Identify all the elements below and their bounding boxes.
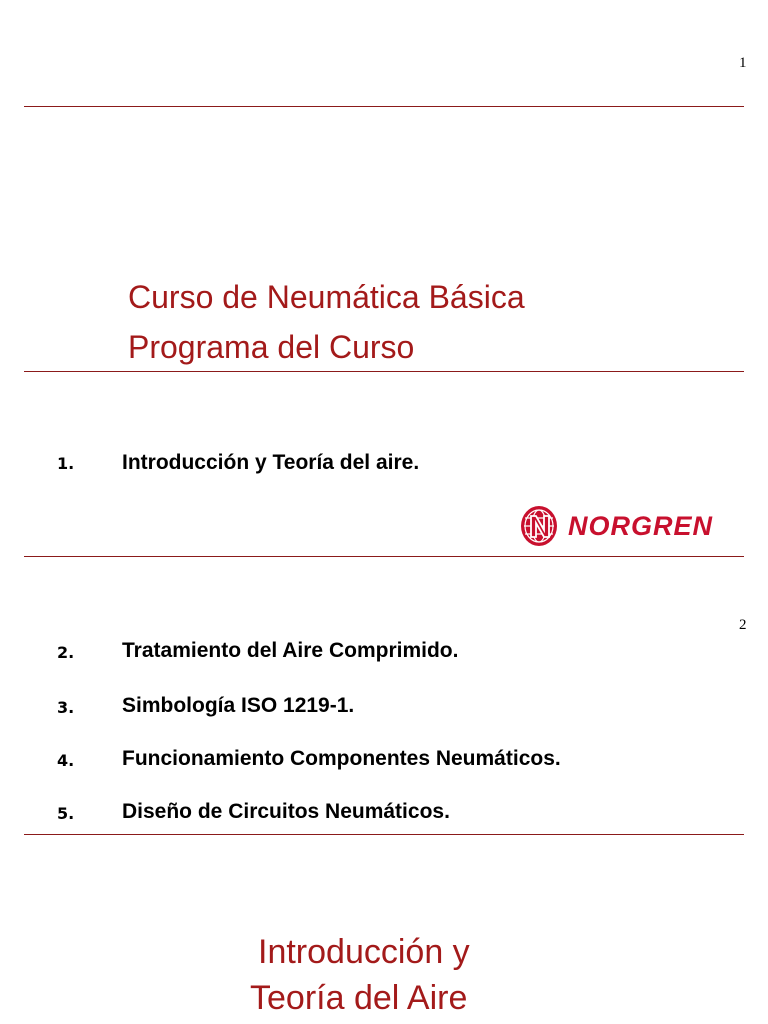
norgren-globe-icon bbox=[520, 504, 560, 548]
list-item-number: 2. bbox=[57, 643, 75, 662]
list-item-number: 4. bbox=[57, 751, 75, 770]
slide-title-line-2: Programa del Curso bbox=[128, 329, 415, 365]
list-item-number: 5. bbox=[57, 804, 75, 823]
list-item-text: Diseño de Circuitos Neumáticos. bbox=[122, 800, 450, 823]
list-item-text: Simbología ISO 1219-1. bbox=[122, 694, 355, 717]
divider bbox=[24, 556, 744, 557]
divider bbox=[24, 106, 744, 107]
list-item-text: Tratamiento del Aire Comprimido. bbox=[122, 639, 459, 662]
slide-title bbox=[128, 272, 525, 372]
list-item-number: 1. bbox=[57, 454, 75, 473]
divider bbox=[24, 834, 744, 835]
section-title bbox=[250, 929, 550, 1021]
page-number: 1 bbox=[739, 55, 747, 71]
norgren-logo bbox=[520, 504, 713, 548]
page-number: 2 bbox=[739, 617, 747, 633]
section-title-line-2: Teoría del Aire bbox=[250, 979, 468, 1017]
list-item-text: Introducción y Teoría del aire. bbox=[122, 451, 420, 474]
list-item-text: Funcionamiento Componentes Neumáticos. bbox=[122, 747, 561, 770]
list-item-number: 3. bbox=[57, 698, 75, 717]
section-title-line-1: Introducción y bbox=[258, 933, 470, 971]
slide-title-line-1: Curso de Neumática Básica bbox=[128, 279, 525, 315]
logo-wordmark: NORGREN bbox=[568, 510, 714, 541]
divider bbox=[24, 371, 744, 372]
